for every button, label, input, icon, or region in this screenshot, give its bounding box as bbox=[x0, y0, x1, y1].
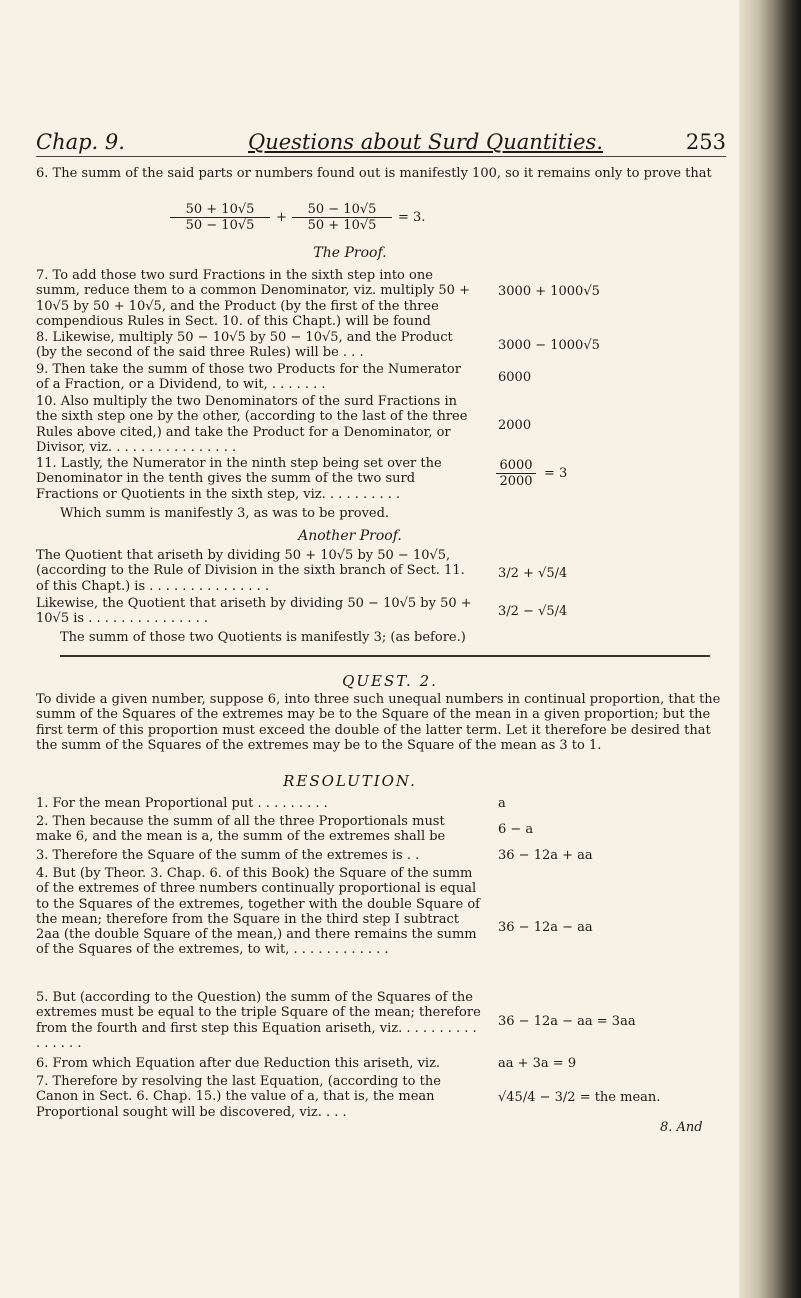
another-proof-step-2: Likewise, the Quotient that ariseth by dividing 50 − 10√5 by 50 + 10√5 is . . . . . . . . . . . . . . . bbox=[36, 596, 472, 627]
resolution-step-1: 1. For the mean Proportional put . . . . . . . . . bbox=[36, 796, 328, 811]
equation-fraction-1 bbox=[170, 202, 270, 233]
proof-step-7: 7. To add those two surd Fractions in the sixth step into one summ, reduce them to a common Denominator, viz. multiply 50 + 10√5 by 50 + 10√5, and the Product (by the first of the three compendious Rules in Sect. 10. of this Chapt.) will be found bbox=[36, 268, 470, 329]
another-proof-conclusion: The summ of those two Quotients is manifestly 3; (as before.) bbox=[60, 630, 466, 645]
resolution-step-6: 6. From which Equation after due Reduction this ariseth, viz. bbox=[36, 1056, 441, 1071]
another-proof-step-1: The Quotient that ariseth by dividing 50 + 10√5 by 50 − 10√5, (according to the Rule of Division in the sixth branch of Sect. 11. of this Chapt.) is . . . . . . . . . . . . . . . bbox=[36, 548, 465, 594]
resolution-step-3: 3. Therefore the Square of the summ of the extremes is . . bbox=[36, 848, 420, 863]
resolution-step-3-value: 36 − 12a + aa bbox=[498, 848, 593, 863]
proof-step-11-numerator: 6000 bbox=[496, 458, 536, 474]
resolution-step-1-value: a bbox=[498, 796, 506, 811]
another-proof-step-1-value: 3/2 + √5/4 bbox=[498, 566, 568, 581]
fraction-2-numerator: 50 − 10√5 bbox=[292, 202, 392, 218]
resolution-step-5-value: 36 − 12a − aa = 3aa bbox=[498, 1014, 636, 1029]
another-proof-step-2-value: 3/2 − √5/4 bbox=[498, 604, 568, 619]
running-title: Questions about Surd Quantities. bbox=[248, 130, 604, 154]
proof-step-8: 8. Likewise, multiply 50 − 10√5 by 50 − 10√5, and the Product (by the second of the said three Rules) will be . . . bbox=[36, 330, 453, 361]
fraction-1-numerator: 50 + 10√5 bbox=[170, 202, 270, 218]
fraction-1-denominator: 50 − 10√5 bbox=[185, 218, 255, 233]
another-proof-title: Another Proof. bbox=[298, 528, 402, 544]
resolution-heading: RESOLUTION. bbox=[283, 772, 417, 790]
resolution-step-4-value: 36 − 12a − aa bbox=[498, 920, 593, 935]
fraction-2-denominator: 50 + 10√5 bbox=[307, 218, 377, 233]
header-rule bbox=[36, 156, 726, 157]
equation-fraction-2 bbox=[292, 202, 392, 233]
proof-step-10-value: 2000 bbox=[498, 418, 532, 433]
q6-intro: 6. The summ of the said parts or numbers found out is manifestly 100, so it remains only to prove that bbox=[36, 166, 712, 181]
quest2-text: To divide a given number, suppose 6, into three such unequal numbers in continual proportion, that the summ of the Squares of the extremes may be to the Square of the mean in a given proportion; but the first term of this proportion must exceed the double of the latter term. Let it therefore be desired that the summ of the Squares of the extremes may be to the Square of the mean as 3 to 1. bbox=[36, 692, 721, 753]
proof-step-11-fraction bbox=[496, 458, 536, 489]
resolution-step-7-value: √45/4 − 3/2 = the mean. bbox=[498, 1090, 661, 1105]
quest2-heading: QUEST. 2. bbox=[342, 672, 438, 690]
resolution-step-2-value: 6 − a bbox=[498, 822, 534, 837]
resolution-step-7: 7. Therefore by resolving the last Equation, (according to the Canon in Sect. 6. Chap. 15.) the value of a, that is, the mean Proportional sought will be discovered, viz. . . . bbox=[36, 1074, 441, 1120]
proof-step-9: 9. Then take the summ of those two Products for the Numerator of a Fraction, or a Dividend, to wit, . . . . . . . bbox=[36, 362, 461, 393]
chapter-label: Chap. 9. bbox=[36, 130, 125, 154]
equation-result: = 3. bbox=[398, 210, 426, 225]
proof-step-9-value: 6000 bbox=[498, 370, 532, 385]
running-header bbox=[36, 130, 726, 156]
resolution-step-5: 5. But (according to the Question) the summ of the Squares of the extremes must be equal to the triple Square of the mean; therefore from the fourth and first step this Equation ariseth, viz. . . . . . . . . . . . . . . . bbox=[36, 990, 481, 1051]
section-divider bbox=[60, 655, 710, 657]
equation-plus: + bbox=[276, 210, 287, 225]
proof-step-11-denominator: 2000 bbox=[499, 474, 533, 489]
proof-step-10: 10. Also multiply the two Denominators of the surd Fractions in the sixth step one by the other, (according to the last of the three Rules above cited,) and take the Product for a Denominator, or Divisor, viz. . . . . . . . . . . . . . . . bbox=[36, 394, 468, 455]
proof-step-11: 11. Lastly, the Numerator in the ninth step being set over the Denominator in the tenth gives the summ of the two surd Fractions or Quotients in the sixth step, viz. . . . . . . . . . bbox=[36, 456, 442, 502]
resolution-step-2: 2. Then because the summ of all the three Proportionals must make 6, and the mean is a, the summ of the extremes shall be bbox=[36, 814, 446, 845]
proof-step-11-result: = 3 bbox=[544, 466, 568, 481]
proof-step-8-value: 3000 − 1000√5 bbox=[498, 338, 600, 353]
resolution-step-4: 4. But (by Theor. 3. Chap. 6. of this Book) the Square of the summ of the extremes of three numbers continually proportional is equal to the Squares of the extremes, together with the double Square of the mean; therefore from the Square in the third step I subtract 2aa (the double Square of the mean,) and there remains the summ of the Squares of the extremes, to wit, . . . . . . . . . . . . bbox=[36, 866, 480, 958]
proof-step-7-value: 3000 + 1000√5 bbox=[498, 284, 600, 299]
proof-title: The Proof. bbox=[313, 245, 387, 261]
page-number: 253 bbox=[685, 130, 726, 154]
book-spine-shadow bbox=[739, 0, 801, 1298]
catchword: 8. And bbox=[660, 1120, 703, 1135]
resolution-step-6-value: aa + 3a = 9 bbox=[498, 1056, 577, 1071]
proof-conclusion: Which summ is manifestly 3, as was to be proved. bbox=[60, 506, 390, 521]
